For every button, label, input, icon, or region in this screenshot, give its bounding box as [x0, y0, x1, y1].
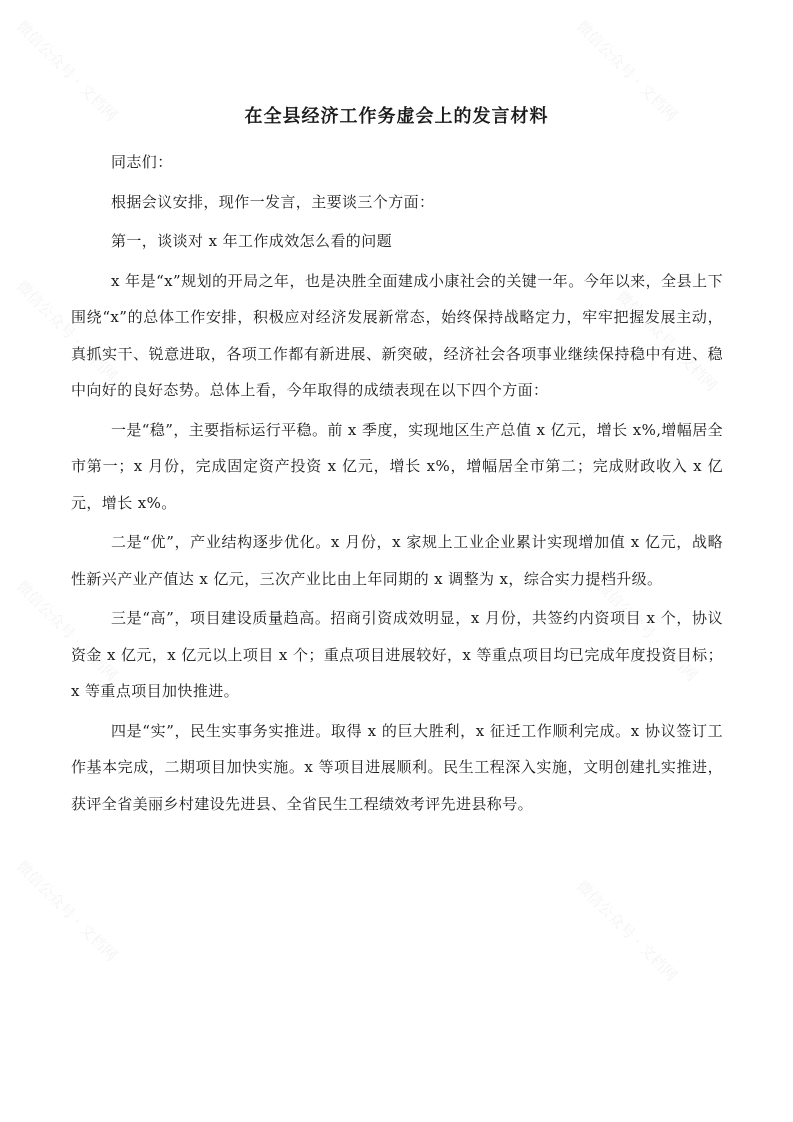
section-heading: 第一，谈谈对 x 年工作成效怎么看的问题: [111, 232, 392, 250]
page-title: 在全县经济工作务虚会上的发言材料: [244, 106, 549, 127]
watermark: 微信公众号 · 文档网: [12, 17, 121, 125]
paragraph-intro: 根据会议安排，现作一发言，主要谈三个方面：: [111, 192, 435, 211]
paragraph: 一是“稳”，主要指标运行平稳。前 x 季度，实现地区生产总值 x 亿元，增长 x%,增幅居全市第一；x 月份，完成固定资产投资 x 亿元，增长 x%，增幅居全市第二；完成财政收入 x 亿元，增长 x%。: [71, 420, 723, 512]
paragraph: x 年是“x”规划的开局之年，也是决胜全面建成小康社会的关键一年。今年以来，全县上下围绕“x”的总体工作安排，积极应对经济发展新常态，始终保持战略定力，牢牢把握发展主动，真抓实干、锐意进取，各项工作都有新进展、新突破，经济社会各项事业继续保持稳中有进、稳中向好的良好态势。总体上看，今年取得的成绩表现在以下四个方面：: [71, 271, 723, 399]
paragraph: 二是“优”，产业结构逐步优化。x 月份，x 家规上工业企业累计实现增加值 x 亿元，战略性新兴产业产值达 x 亿元，三次产业比由上年同期的 x 调整为 x，综合实力提档升级。: [71, 533, 723, 588]
watermark: 微信公众号 · 文档网: [12, 577, 121, 685]
watermark: 微信公众号 · 文档网: [12, 277, 121, 385]
watermark: 微信公众号 · 文档网: [572, 877, 681, 985]
watermark: 微信公众号 · 文档网: [592, 577, 701, 685]
watermark: 微信公众号 · 文档网: [572, 17, 681, 125]
watermark: 微信公众号 · 文档网: [612, 287, 721, 395]
paragraph: 四是“实”，民生实事务实推进。取得 x 的巨大胜利，x 征迁工作顺利完成。x 协议签订工作基本完成，二期项目加快实施。x 等项目进展顺利。民生工程深入实施，文明创建扎实推进，获评全省美丽乡村建设先进县、全省民生工程绩效考评先进县称号。: [71, 721, 723, 813]
paragraph: 三是“高”，项目建设质量趋高。招商引资成效明显，x 月份，共签约内资项目 x 个，协议资金 x 亿元，x 亿元以上项目 x 个；重点项目进展较好，x 等重点项目均已完成年度投资目标；x 等重点项目加快推进。: [71, 609, 723, 700]
document-body: [71, 144, 723, 822]
watermark: 微信公众号 · 文档网: [12, 857, 121, 965]
paragraph-salutation: 同志们：: [111, 153, 173, 171]
